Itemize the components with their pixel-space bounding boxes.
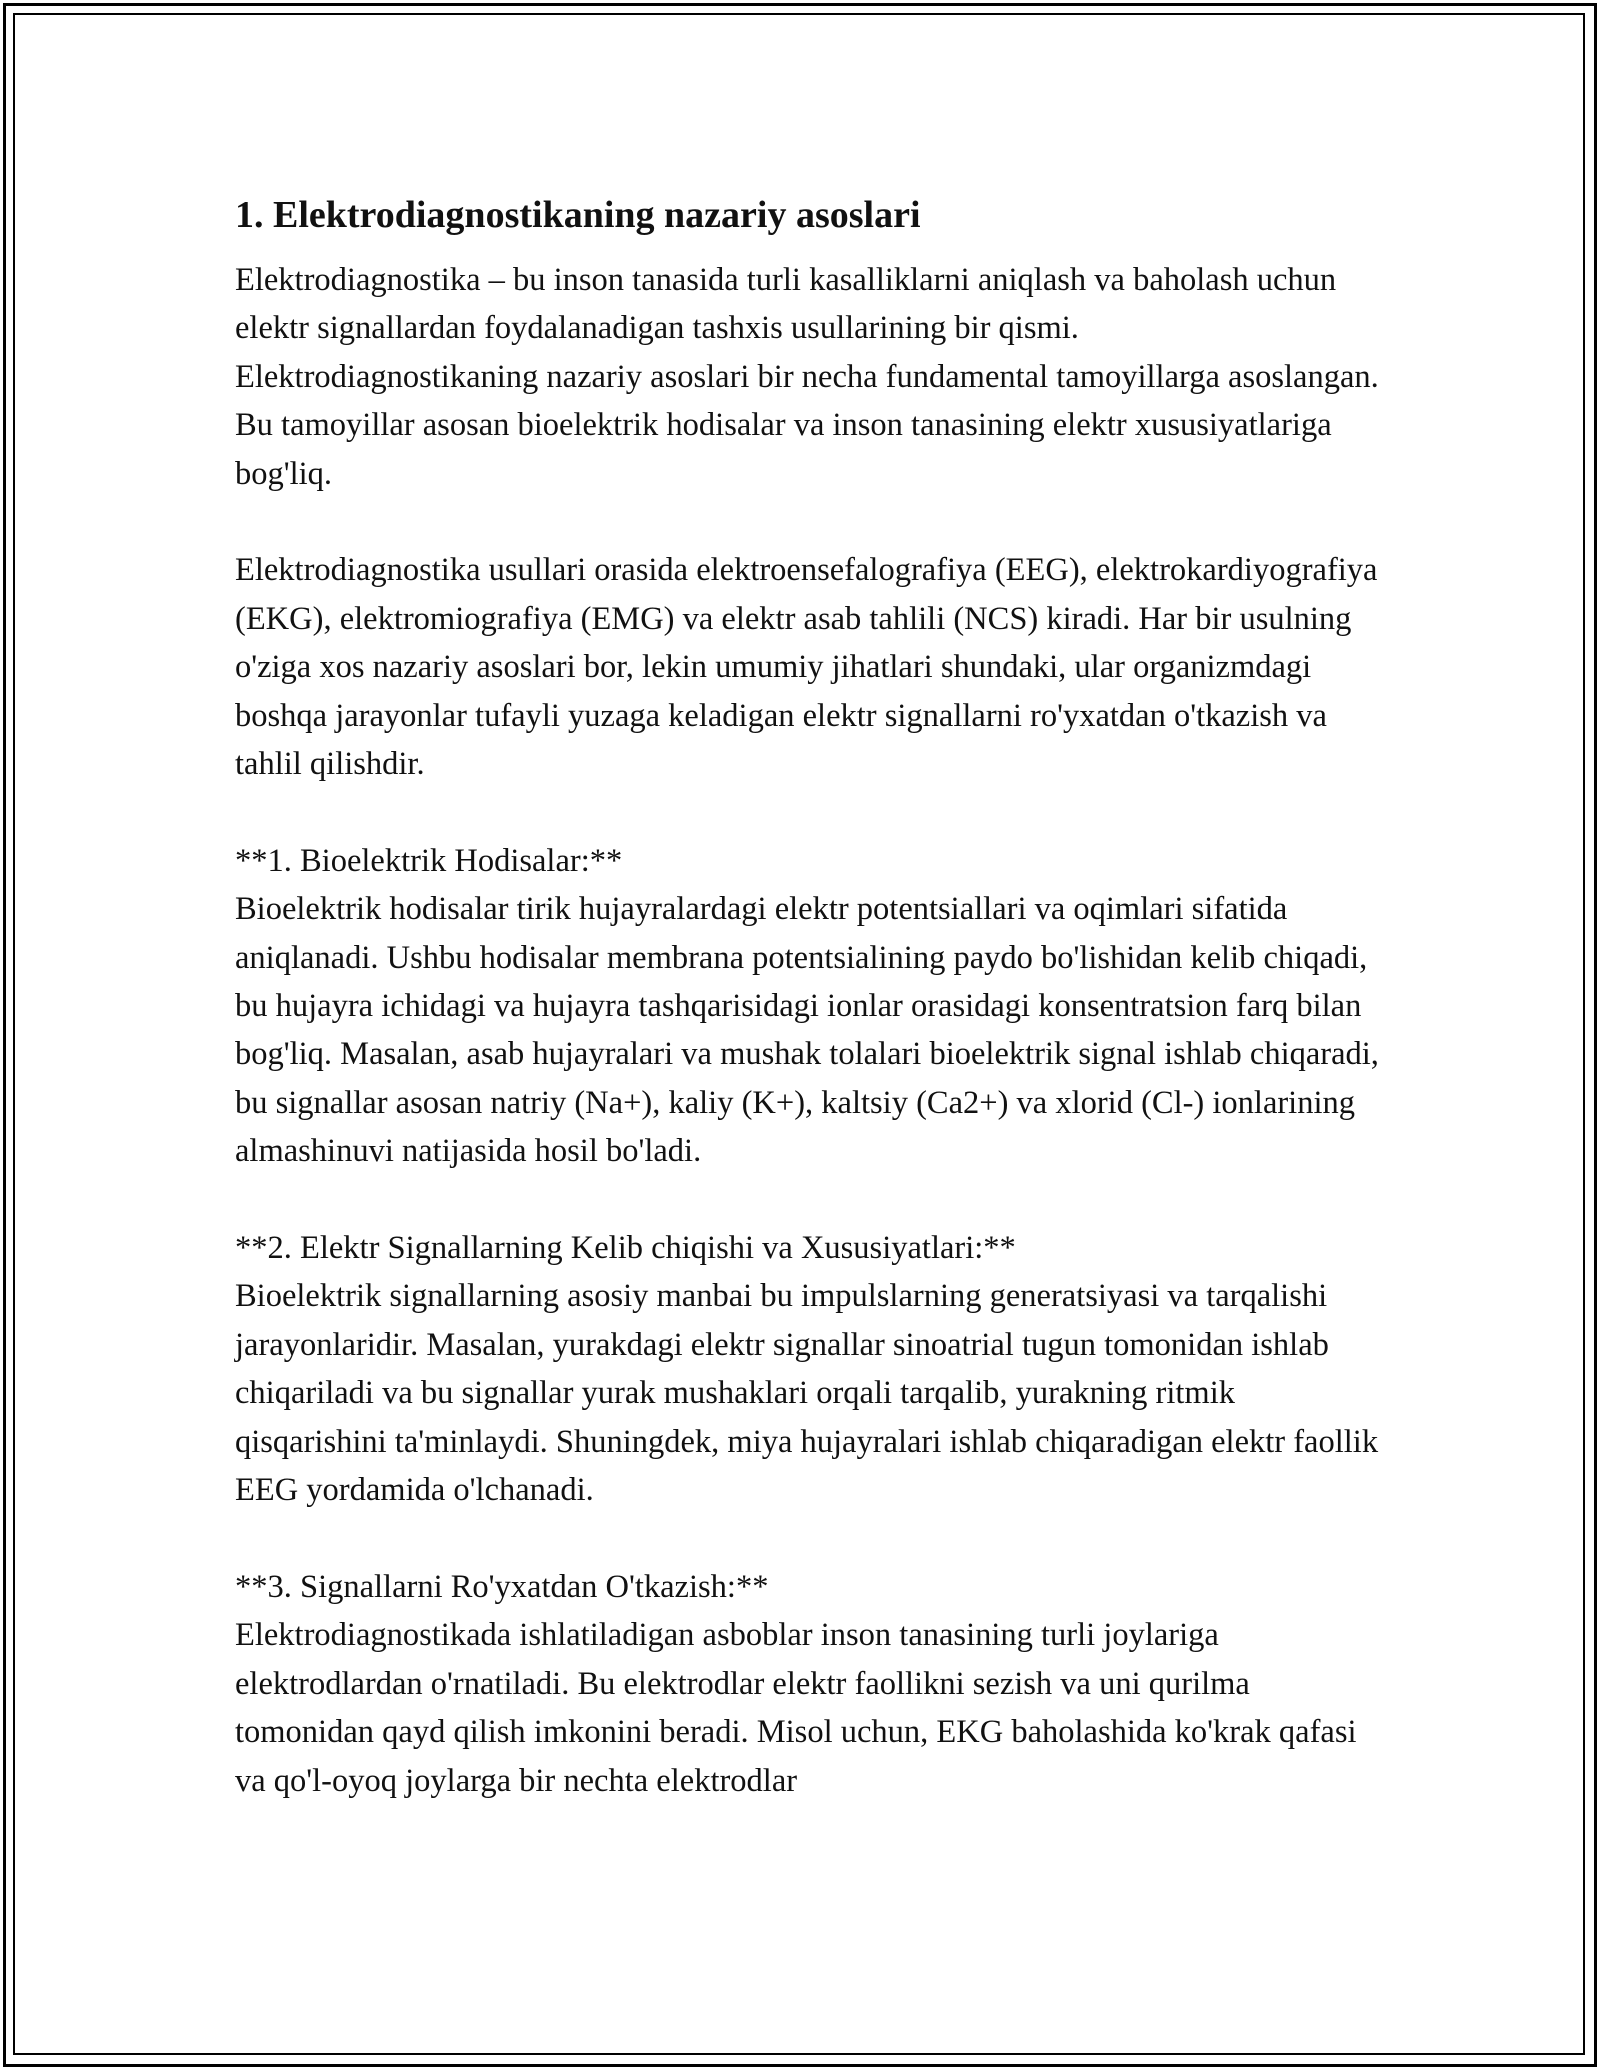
document-body <box>235 186 1385 1805</box>
section-title: **3. Signallarni Ro'yxatdan O'tkazish:** <box>235 1568 769 1605</box>
section-title: **1. Bioelektrik Hodisalar:** <box>235 842 623 879</box>
section-body: Elektrodiagnostikada ishlatiladigan asboblar inson tanasining turli joylariga elektrodlardan o'rnatiladi. Bu elektrodlar elektr faollikni sezish va uni qurilma tomonidan qayd qilish imkonini beradi. Misol uchun, EKG baholashida ko'krak qafasi va qo'l-oyoq joylarga bir nechta elektrodlar <box>235 1617 1357 1799</box>
section-body: Bioelektrik signallarning asosiy manbai bu impulslarning generatsiyasi va tarqalishi jarayonlaridir. Masalan, yurakdagi elektr signallar sinoatrial tugun tomonidan ishlab chiqariladi va bu signallar yurak mushaklari orqali tarqalib, yurakning ritmik qisqarishini ta'minlaydi. Shuningdek, miya hujayralari ishlab chiqaradigan elektr faollik EEG yordamida o'lchanadi. <box>235 1278 1379 1509</box>
methods-paragraph: Elektrodiagnostika usullari orasida elektroensefalografiya (EEG), elektrokardiyografiya (EKG), elektromiografiya (EMG) va elektr asab tahlili (NCS) kiradi. Har bir usulning o'ziga xos nazariy asoslari bor, lekin umumiy jihatlari shundaki, ular organizmdagi boshqa jarayonlar tufayli yuzaga keladigan elektr signallarni ro'yxatdan o'tkazish va tahlil qilishdir. <box>235 552 1378 783</box>
document-heading: 1. Elektrodiagnostikaning nazariy asoslari <box>235 194 921 236</box>
section-signal-recording <box>235 1563 1385 1805</box>
section-body: Bioelektrik hodisalar tirik hujayralardagi elektr potentsiallari va oqimlari sifatida aniqlanadi. Ushbu hodisalar membrana potentsialining paydo bo'lishidan kelib chiqadi, bu hujayra ichidagi va hujayra tashqarisidagi ionlar orasidagi konsentratsion farq bilan bog'liq. Masalan, asab hujayralari va mushak tolalari bioelektrik signal ishlab chiqaradi, bu signallar asosan natriy (Na+), kaliy (K+), kaltsiy (Ca2+) va xlorid (Cl-) ionlarining almashinuvi natijasida hosil bo'ladi. <box>235 891 1379 1170</box>
intro-paragraph: Elektrodiagnostika – bu inson tanasida turli kasalliklarni aniqlash va baholash uchun elektr signallardan foydalanadigan tashxis usullarining bir qismi. Elektrodiagnostikaning nazariy asoslari bir necha fundamental tamoyillarga asoslangan. Bu tamoyillar asosan bioelektrik hodisalar va inson tanasining elektr xususiyatlariga bog'liq. <box>235 262 1379 492</box>
section-signal-origin <box>235 1224 1385 1514</box>
section-title: **2. Elektr Signallarning Kelib chiqishi va Xususiyatlari:** <box>235 1230 1016 1267</box>
section-bioelectric-phenomena <box>235 837 1385 1176</box>
